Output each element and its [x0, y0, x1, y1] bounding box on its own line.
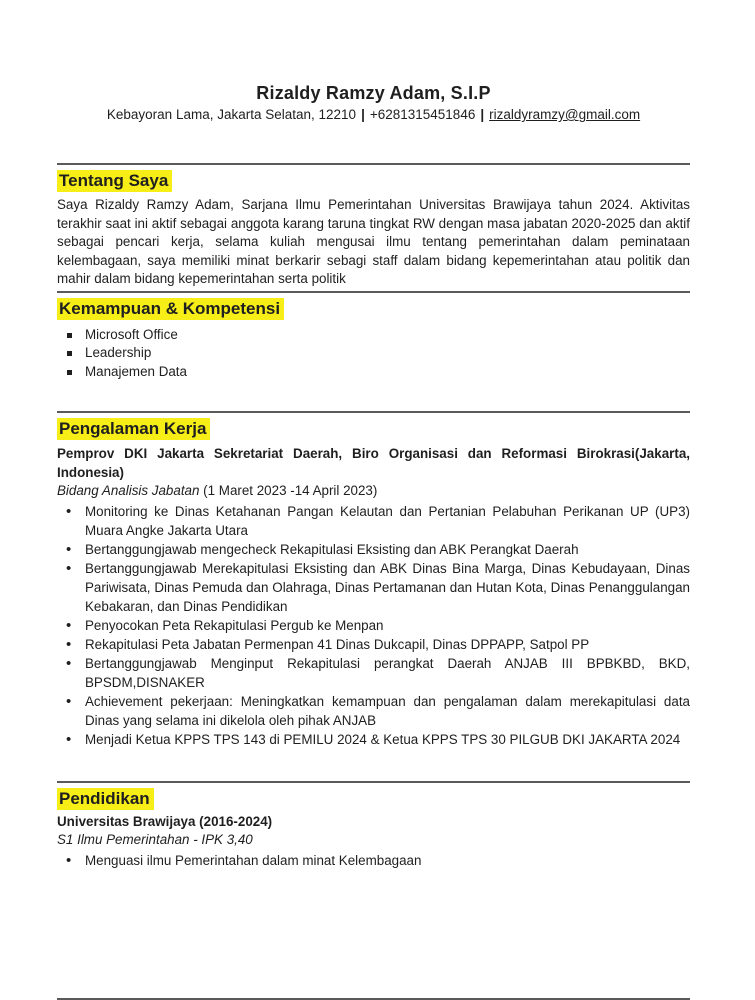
about-section-title [57, 168, 690, 194]
email-link[interactable]: rizaldyramzy@gmail.com [489, 107, 641, 122]
skills-list [57, 326, 690, 382]
experience-bullet-list [57, 502, 690, 749]
person-name: Rizaldy Ramzy Adam, S.I.P [256, 83, 491, 103]
section-divider [57, 291, 690, 293]
about-title-highlight: Tentang Saya [57, 170, 172, 192]
section-education [57, 786, 690, 870]
section-about [57, 168, 690, 289]
education-school: Universitas Brawijaya (2016-2024) [57, 813, 273, 829]
education-section-title [57, 786, 690, 812]
section-divider [57, 781, 690, 783]
section-divider [57, 163, 690, 165]
section-experience [57, 416, 690, 749]
education-title-highlight: Pendidikan [57, 788, 154, 810]
skill-item: Leadership [57, 344, 690, 363]
education-bullet: • Menguasi ilmu Pemerintahan dalam minat Kelembagaan [57, 851, 690, 870]
experience-bullet: • Penyocokan Peta Rekapitulasi Pergub ke Menpan [57, 616, 690, 635]
section-skills [57, 296, 690, 382]
experience-bullet: • Bertanggungjawab Menginput Rekapitulasi perangkat Daerah ANJAB III BPBKBD, BKD, BPSDM,DISNAKER [57, 654, 690, 692]
experience-section-title [57, 416, 690, 442]
experience-bullet: • Monitoring ke Dinas Ketahanan Pangan Kelautan dan Pertanian Pelabuhan Perikanan UP (UP3) Muara Angke Jakarta Utara [57, 502, 690, 540]
skills-title-highlight: Kemampuan & Kompetensi [57, 298, 284, 320]
skill-item: Microsoft Office [57, 326, 690, 345]
page-bottom-divider [57, 998, 690, 1000]
experience-bullet: • Menjadi Ketua KPPS TPS 143 di PEMILU 2024 & Ketua KPPS TPS 30 PILGUB DKI JAKARTA 2024 [57, 730, 690, 749]
skill-item: Manajemen Data [57, 363, 690, 382]
employer-line: Pemprov DKI Jakarta Sekretariat Daerah, Biro Organisasi dan Reformasi Birokrasi(Jakarta, Indonesia) [57, 446, 690, 480]
experience-title-highlight: Pengalaman Kerja [57, 418, 210, 440]
contact-separator: | [361, 107, 365, 122]
about-paragraph: Saya Rizaldy Ramzy Adam, Sarjana Ilmu Pemerintahan Universitas Brawijaya tahun 2024. Aktivitas terakhir saat ini aktif sebagai anggota karang taruna tingkat RW dengan masa jabatan 2020-2025 dan aktif sebagai pencari kerja, selama kuliah mengusai ilmu tentang pemerintahan dalam peminataan kelembagaan, saya memiliki minat berkarir sebagi staff dalam bidang kepemerintahan atau politik dan mahir dalam bidang kepemerintahan serta politik [57, 197, 690, 286]
role-period: (1 Maret 2023 -14 April 2023) [199, 483, 378, 498]
contact-location: Kebayoran Lama, Jakarta Selatan, 12210 [106, 107, 357, 122]
role-title: Bidang Analisis Jabatan [57, 483, 200, 498]
experience-bullet: • Achievement pekerjaan: Meningkatkan kemampuan dan pengalaman dalam merekapitulasi data Dinas yang selama ini dikelola oleh pihak ANJAB [57, 692, 690, 730]
experience-bullet: • Rekapitulasi Peta Jabatan Permenpan 41 Dinas Dukcapil, Dinas DPPAPP, Satpol PP [57, 635, 690, 654]
section-divider [57, 411, 690, 413]
contact-phone: +6281315451846 [369, 107, 476, 122]
resume-header [57, 82, 690, 124]
role-line [57, 482, 690, 501]
experience-bullet: • Bertanggungjawab mengecheck Rekapitulasi Eksisting dan ABK Perangkat Daerah [57, 540, 690, 559]
education-bullet-list [57, 851, 690, 870]
contact-line [57, 106, 690, 124]
education-degree: S1 Ilmu Pemerintahan - IPK 3,40 [57, 832, 253, 847]
skills-section-title [57, 296, 690, 322]
experience-bullet: • Bertanggungjawab Merekapitulasi Eksisting dan ABK Dinas Bina Marga, Dinas Kebudayaan, Dinas Pariwisata, Dinas Pemuda dan Olahraga, Dinas Pertamanan dan Hutan Kota, Dinas Penanggulangan Kebakaran, dan Dinas Pendidikan [57, 559, 690, 616]
contact-separator: | [480, 107, 485, 122]
